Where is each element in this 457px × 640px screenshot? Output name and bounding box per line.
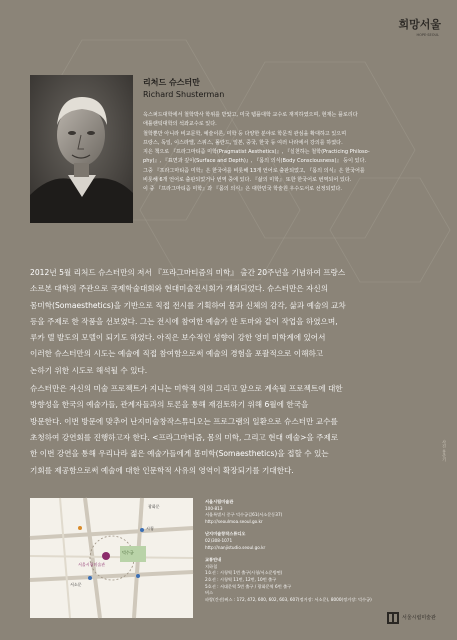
- museum-logo-text: 서울시립미술관: [402, 615, 436, 621]
- bio-line: 프랑스, 독일, 이스라엘, 스위스, 폴란드, 일본, 중국, 한국 등 여러 나라에서 강의를 하였다.: [143, 139, 343, 146]
- location-map: [30, 498, 193, 618]
- paragraph-line: 2012년 5월 리처드 슈스터만의 저서 『프라그마티즘의 미학』 출간 20주년을 기념하여 프랑스: [30, 268, 346, 277]
- transit-line1: 1호선 : 시청역 1번 출구(시청/서소문방면): [205, 570, 283, 576]
- bio-name-korean: 리처드 슈스터만: [143, 78, 200, 87]
- bio-line: 그중 『프라그마티즘 미학』은 한국어를 비롯해 13개 언어로 출판되었고, 『몸의 의식』은 한국어를: [143, 167, 365, 174]
- logo-wordmark: 희망서울: [398, 18, 441, 31]
- transit-info: [205, 557, 372, 603]
- paragraph-line: 기회를 제공함으로써 예술에 대한 인문학적 사유의 영역이 확장되기를 기대한다.: [30, 465, 294, 475]
- paragraph-line: 소르본 대학의 주관으로 국제학술대회와 현대미술전시회가 개최되었다. 슈스터만은 자신의: [30, 284, 329, 294]
- map-illustration: [30, 498, 193, 618]
- museum-name: 서울시립미술관: [205, 499, 234, 504]
- transit-bus-heading: 버스: [205, 590, 214, 596]
- photo-credit: 사진 홍준기: [442, 440, 447, 462]
- museum-url[interactable]: http://seoulmoa.seoul.go.kr: [205, 518, 263, 524]
- museum-logo: [387, 611, 443, 625]
- transit-line2: 2호선 : 시청역 11번, 12번, 10번 출구: [205, 576, 277, 582]
- main-text: [30, 265, 435, 479]
- bio-line: 철학뿐만 아니라 비교문학, 예술이론, 미학 등 다양한 분야로 학문적 관심을 확대하고 있으며: [143, 130, 347, 137]
- museum-logo-icon: [387, 612, 399, 624]
- museum-postcode: 100-813: [205, 505, 223, 511]
- bio-line: 비롯해 6개 언어로 출판되었거나 번역 중에 있다. 『삶의 미학』 또한 한국어로 번역되어 있다.: [143, 177, 352, 184]
- paragraph-line: 등을 주제로 한 작품을 선보였다. 그는 전시에 참여한 예술가 얀 토마와 같이 작업을 하였으며,: [30, 316, 338, 326]
- paragraph-line: 몸미학(Somaesthetics)을 기반으로 직접 전시를 기획하여 몸과 신체의 감각, 삶과 예술의 교차: [30, 300, 346, 310]
- paragraph-line: 초청하여 강연회를 진행하고자 한다. <프라그마티즘, 몸의 미학, 그리고 현대 예술>을 주제로: [30, 432, 339, 442]
- map-label-deoksugung: 덕수궁: [122, 550, 134, 555]
- studio-url[interactable]: http://nanjistudio.seoul.go.kr: [205, 544, 266, 550]
- transit-heading: 교통안내: [205, 557, 222, 563]
- studio-phone: 02)308-1071: [205, 537, 233, 543]
- transit-line5: 5호선 : 서대문역 5번 출구 / 광화문역 6번 출구: [205, 583, 292, 589]
- bio-line: 옥스퍼드대학에서 철학박사 학위를 받았고, 미국 템플대학 교수로 재직하였으며, 현재는 플로리다: [143, 112, 358, 118]
- museum-info: [205, 499, 355, 525]
- map-label-gwanghwamun: 광화문: [148, 504, 160, 509]
- paragraph-line: 이러한 슈스터만의 시도는 예술에 직접 참여함으로써 예술의 경험을 포괄적으로 이해하고: [30, 349, 324, 359]
- bio-line: 지은 책으로 『프라그마티즘 미학(Pragmatist Aesthetics)』, 『실천하는 철학(Practicing Philoso-: [143, 149, 370, 156]
- paragraph-line: 슈스터만은 자신의 미술 프로젝트가 지니는 미학적 의의 그리고 앞으로 계속될 프로젝트에 대한: [30, 384, 343, 394]
- bio-line: 애틀랜틱대학의 석좌교수로 있다.: [143, 121, 217, 128]
- portrait-illustration: [30, 75, 133, 223]
- bio-name-english: Richard Shusterman: [143, 90, 225, 99]
- map-label-cityhall: 시청: [146, 526, 154, 531]
- paragraph-line: 방향성을 한국의 예술가들, 관계자들과의 토론을 통해 재검토하기 위해 6월에 한국을: [30, 400, 309, 410]
- bio-line: 이 중 『프라그마티즘 미학』과 『몸의 의식』은 대한민국 학술원 우수도서로 선정되었다.: [143, 186, 342, 193]
- portrait-photo: [30, 75, 133, 223]
- transit-subway: 지하철: [205, 563, 218, 569]
- map-label-museum: 서울시립미술관: [78, 562, 106, 567]
- paragraph-line: 한 이번 강연을 통해 우리나라 젊은 예술가들에게 몸미학(Somaesthetics)을 접할 수 있는: [30, 449, 329, 459]
- hope-seoul-logo: [397, 16, 441, 42]
- studio-info: [205, 531, 355, 551]
- info-panel: [205, 499, 372, 609]
- map-label-seosomun: 서소문: [70, 582, 82, 587]
- logo-subtext: HOPE·SEOUL: [416, 33, 439, 37]
- paragraph-line: 방문한다. 이번 방문에 맞추어 난지미술창작스튜디오는 프로그램의 일환으로 슈스터만 교수를: [30, 416, 338, 426]
- studio-name: 난지미술창작스튜디오: [205, 531, 246, 537]
- transit-bus-routes: 파랑(간선)버스 : 172, 472, 600, 602, 603, 607(정거장: 서소문), 8000(정거장: 덕수궁): [205, 596, 372, 602]
- bio-line: phy)』, 『표면과 깊이(Surface and Depth)』, 『몸의 의식(Body Consciousness)』 등이 있다.: [143, 158, 367, 165]
- museum-address: 서울특별시 중구 덕수궁길61(서소문동37): [205, 512, 283, 518]
- paragraph-line: 루카 델 발도의 모델이 되기도 하였다. 아직은 보수적인 성향이 강한 영미 미학계에 있어서: [30, 333, 326, 343]
- bio-text: [143, 111, 435, 195]
- paragraph-line: 논하기 위한 시도로 해석될 수 있다.: [30, 365, 148, 375]
